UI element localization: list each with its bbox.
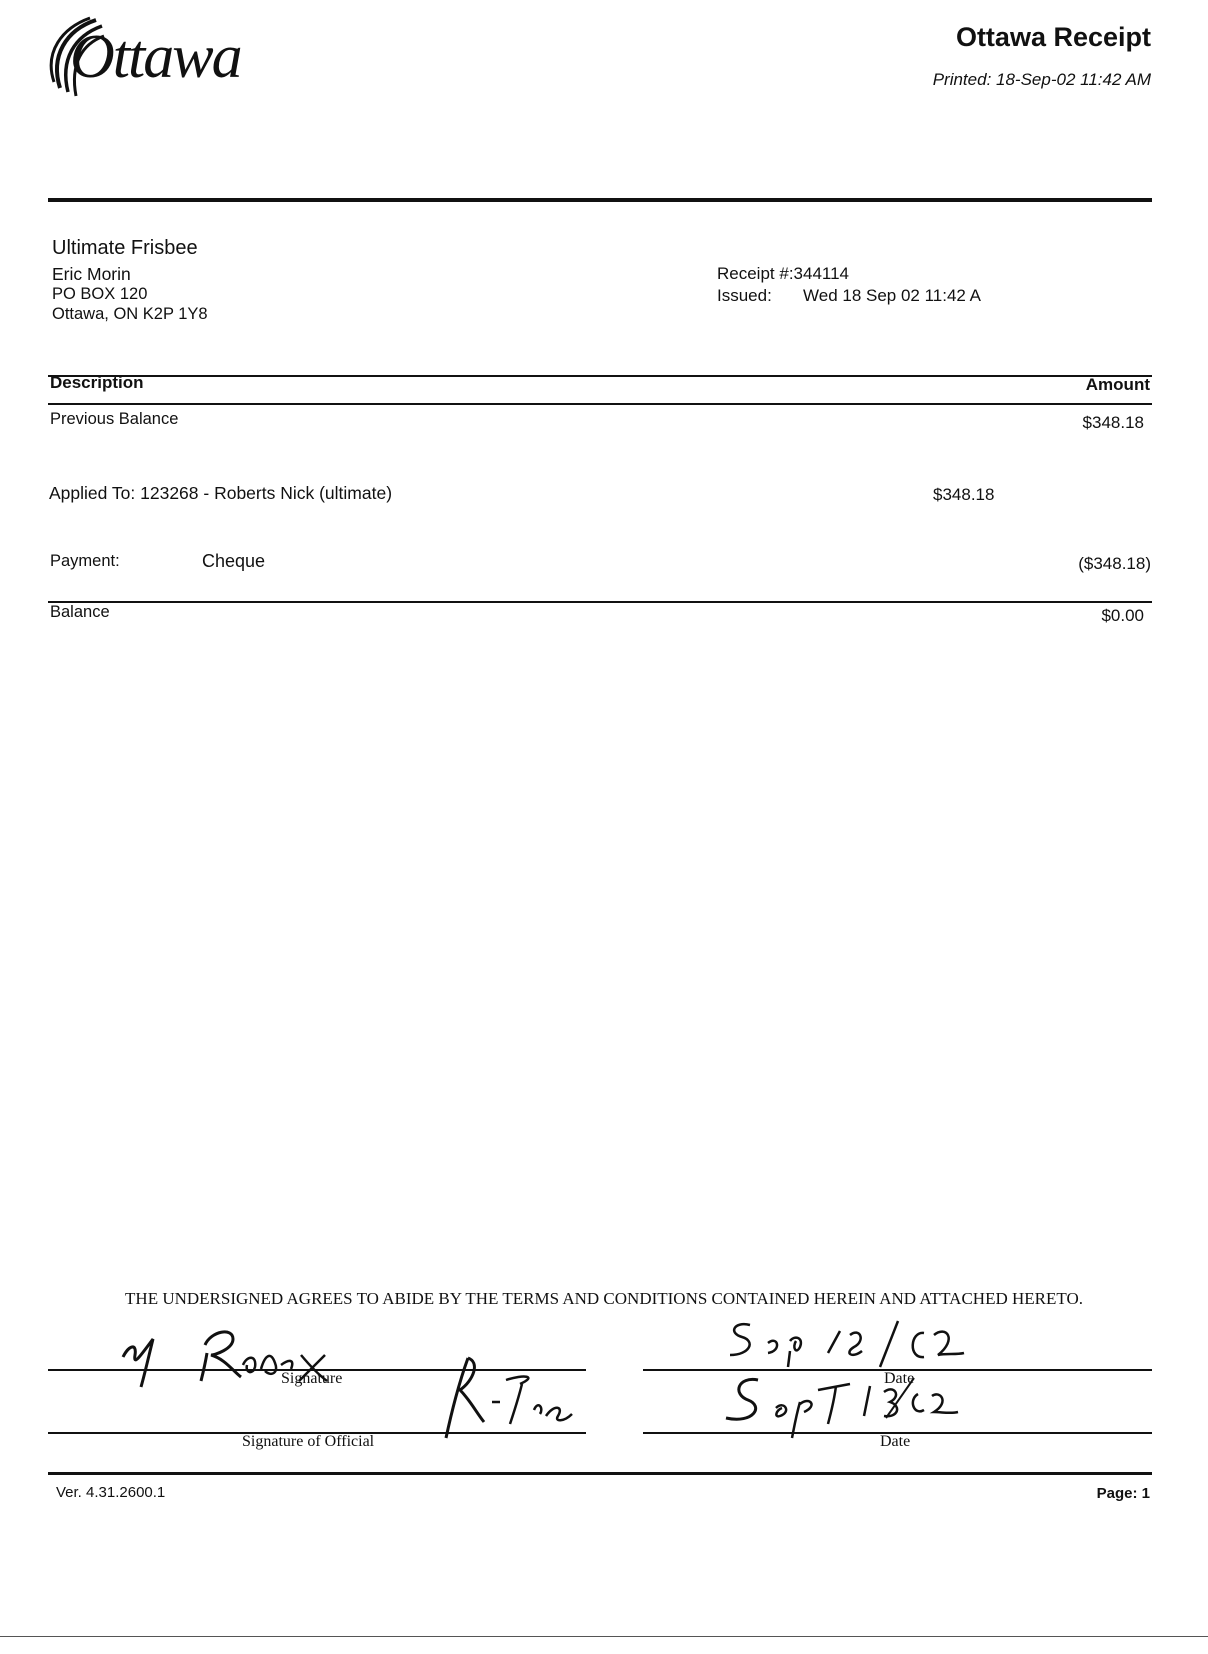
terms-statement: THE UNDERSIGNED AGREES TO ABIDE BY THE TERMS AND CONDITIONS CONTAINED HEREIN AND ATTACHED HERETO. [125, 1289, 1083, 1308]
amount-header: Amount [1085, 375, 1150, 394]
version-label: Ver. 4.31.2600.1 [56, 1484, 166, 1501]
previous-balance-amount: $348.18 [1082, 413, 1144, 432]
page-title: Ottawa Receipt [955, 22, 1151, 52]
balance-amount: $0.00 [1101, 606, 1144, 625]
ottawa-logo: Ottawa [70, 23, 241, 91]
table-top-rule [48, 375, 1152, 377]
receipt-number-row [717, 264, 849, 284]
signature-label: Signature [281, 1370, 343, 1387]
receipt-number: 344114 [793, 264, 850, 283]
balance-label: Balance [50, 603, 110, 621]
footer-rule [48, 1472, 1152, 1475]
previous-balance-label: Previous Balance [50, 410, 179, 428]
date-label-1: Date [884, 1370, 915, 1387]
printed-timestamp: Printed: 18-Sep-02 11:42 AM [932, 70, 1151, 89]
handwritten-signature-image [115, 1315, 355, 1390]
receipt-number-label: Receipt #: [717, 264, 794, 283]
payment-method: Cheque [202, 551, 266, 571]
balance-rule [48, 601, 1152, 603]
issued-date: Wed 18 Sep 02 11:42 A [803, 286, 982, 305]
handwritten-date-1-image [720, 1315, 980, 1375]
customer-address-line-2: Ottawa, ON K2P 1Y8 [52, 305, 208, 323]
payment-amount: ($348.18) [1078, 554, 1151, 573]
date-label-2: Date [880, 1433, 911, 1450]
applied-to-label: Applied To: 123268 - Roberts Nick (ultimate) [49, 483, 393, 503]
bottom-edge-rule [0, 1636, 1208, 1637]
header-divider [48, 198, 1152, 202]
handwritten-date-2-image [718, 1372, 968, 1442]
handwritten-official-signature-image [430, 1350, 600, 1440]
description-header: Description [50, 373, 144, 392]
page-number: Page: 1 [1096, 1485, 1150, 1502]
issued-label: Issued: [717, 286, 772, 305]
customer-organization: Ultimate Frisbee [52, 237, 198, 259]
applied-to-amount: $348.18 [933, 485, 995, 504]
payment-label: Payment: [50, 552, 120, 570]
official-signature-label: Signature of Official [242, 1433, 375, 1450]
customer-address-line-1: PO BOX 120 [52, 285, 148, 303]
customer-name: Eric Morin [52, 264, 131, 284]
table-header-rule [48, 403, 1152, 405]
